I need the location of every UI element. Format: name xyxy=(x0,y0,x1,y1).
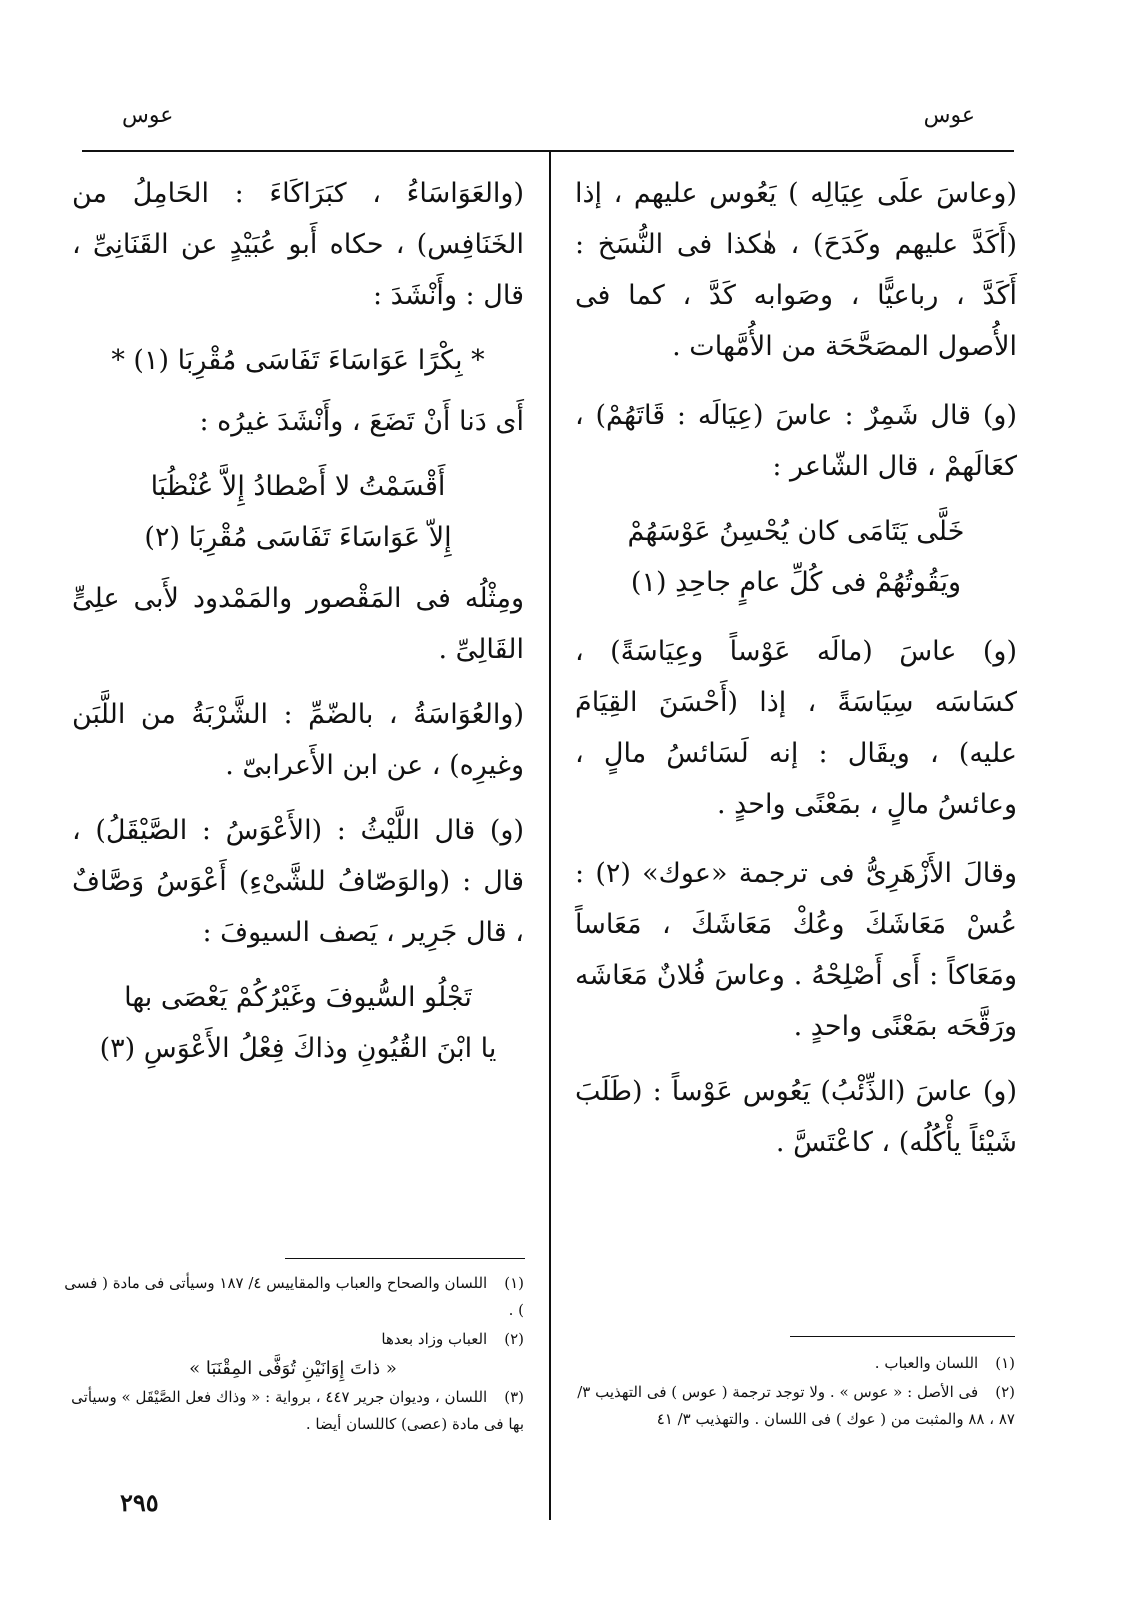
footnote-number: (١) xyxy=(504,1274,524,1292)
footnote-text: فى الأصل : « عوس » . ولا توجد ترجمة ( عوس ) فى التهذيب ٣/ ٨٧ ، ٨٨ والمثبت من ( عوك ) فى اللسان . والتهذيب ٣/ ٤١ xyxy=(577,1383,1015,1428)
verse xyxy=(575,506,1017,608)
left-column xyxy=(72,168,524,1084)
verse xyxy=(72,972,524,1074)
footnote-text: اللسان والصحاح والعباب والمقاييس ٤/ ١٨٧ وسيأتى فى مادة ( فسى ) . xyxy=(64,1274,524,1319)
entry-paragraph: (وعاسَ علَى عِيَالِه ) يَعُوس عليهم ، إذا (أَكَدَّ عليهم وكَدَحَ) ، هٰكذا فى النُّسَخ : أَكَدَّ ، رباعيًّا ، وصَوابه كَدَّ ، كما فى الأُصول المصَحَّحَة من الأُمَّهات . xyxy=(575,178,1017,362)
entry-paragraph: أَى دَنا أَنْ تَضَعَ ، وأَنْشَدَ غيرُه : xyxy=(199,406,524,437)
entry-paragraph: ومِثْلُه فى المَقْصور والمَمْدود لأَبى علِىٍّ القَالِىِّ . xyxy=(72,583,524,665)
column-divider xyxy=(549,152,551,1520)
footnote xyxy=(62,1270,524,1324)
footnote xyxy=(575,1350,1015,1377)
footnote-text: اللسان ، وديوان جرير ٤٤٧ ، برواية : « وذاك فعل الصَّيْقَل » وسيأتى بها فى مادة (عصى) كاللسان أيضا . xyxy=(71,1388,524,1433)
verse-hemistich: يا ابْنَ القُيُونِ وذاكَ فِعْلُ الأَعْوَسِ (٣) xyxy=(99,1033,497,1064)
footnote xyxy=(62,1384,524,1438)
right-column xyxy=(575,168,1017,1182)
verse-hemistich: إِلاّ عَوَاسَاءَ تَفَاسَى مُقْرِبَا (٢) xyxy=(144,522,452,553)
entry-paragraph: (و) قال اللَّيْثُ : (الأَعْوَسُ : الصَّيْقَلُ) ، قال : (والوَصّافُ للشَّىْءِ) أَعْوَسُ وَصَّافٌ ، قال جَرِير ، يَصف السيوفَ : xyxy=(72,815,524,948)
verse xyxy=(72,335,524,386)
footnote-rule-right xyxy=(790,1336,1015,1337)
running-head-right: عوس xyxy=(923,103,975,128)
header-rule xyxy=(82,150,1014,152)
entry-paragraph: (و) عاسَ (مالَه عَوْساً وعِيَاسَةً) ، كسَاسَه سِيَاسَةً ، إذا (أَحْسَنَ القِيَامَ عليه) ، ويقَال : إنه لَسَائسُ مالٍ ، وعائسُ مالٍ ، بمَعْنًى واحدٍ . xyxy=(575,636,1017,820)
verse-hemistich: ويَقُوتُهُمْ فى كُلِّ عامٍ جاحِدِ (١) xyxy=(630,567,962,598)
page-number: ٢٩٥ xyxy=(120,1488,159,1517)
footnote-number: (٢) xyxy=(995,1383,1015,1401)
verse-line: * بِكْرًا عَوَاسَاءَ تَفَاسَى مُقْرِبَا (١) * xyxy=(111,345,485,376)
footnote-rule-left xyxy=(285,1258,525,1259)
footnotes-right xyxy=(575,1350,1015,1435)
verse-hemistich: خَلَّى يَتَامَى كان يُحْسِنُ عَوْسَهُمْ xyxy=(627,516,965,547)
entry-paragraph: (و) عاسَ (الذِّئْبُ) يَعُوس عَوْساً : (طَلَبَ شَيْئاً يأْكُلُه) ، كاعْتَسَّ . xyxy=(575,1076,1017,1158)
running-head-left: عوس xyxy=(122,103,174,128)
footnote-verse: « ذاتَ إِوَانَيْنِ تُوَفَّى المِقْنَبَا » xyxy=(189,1358,397,1379)
verse xyxy=(72,461,524,563)
entry-paragraph: (والعَوَاسَاءُ ، كبَرَاكَاءَ : الحَامِلُ من الخَنَافِس) ، حكاه أَبو عُبَيْدٍ عن القَنَانِىِّ ، قال : وأَنْشَدَ : xyxy=(72,178,524,311)
verse-hemistich: تَجْلُو السُّيوفَ وغَيْرُكُمْ يَعْصَى بها xyxy=(124,982,472,1013)
footnote-text: اللسان والعباب . xyxy=(874,1354,979,1372)
footnote-number: (١) xyxy=(995,1354,1015,1372)
footnote xyxy=(62,1326,524,1353)
verse-hemistich: أَقْسَمْتُ لا أَصْطادُ إِلاَّ عُنْظُبَا xyxy=(150,471,446,502)
footnote-number: (٣) xyxy=(504,1388,524,1406)
footnote-text: العباب وزاد بعدها xyxy=(381,1330,488,1348)
footnote-number: (٢) xyxy=(504,1330,524,1348)
entry-paragraph: (والعُوَاسَةُ ، بالضّمِّ : الشَّرْبَةُ من اللَّبَن وغيرِه) ، عن ابن الأَعرابىّ . xyxy=(72,699,524,781)
entry-paragraph: (و) قال شَمِرٌ : عاسَ (عِيَالَه : قَاتَهُمْ) ، كعَالَهمْ ، قال الشّاعر : xyxy=(575,400,1017,482)
footnote xyxy=(575,1379,1015,1433)
footnotes-left xyxy=(62,1270,524,1440)
entry-paragraph: وقالَ الأَزْهَرِىُّ فى ترجمة «عوك» (٢) : عُسْ مَعَاشَكَ وعُكْ مَعَاشَكَ ، مَعَاساً ومَعَاكاً : أَى أَصْلِحْهُ . وعاسَ فُلانٌ مَعَاشَه ورَقَّحَه بمَعْنًى واحدٍ . xyxy=(575,858,1017,1042)
